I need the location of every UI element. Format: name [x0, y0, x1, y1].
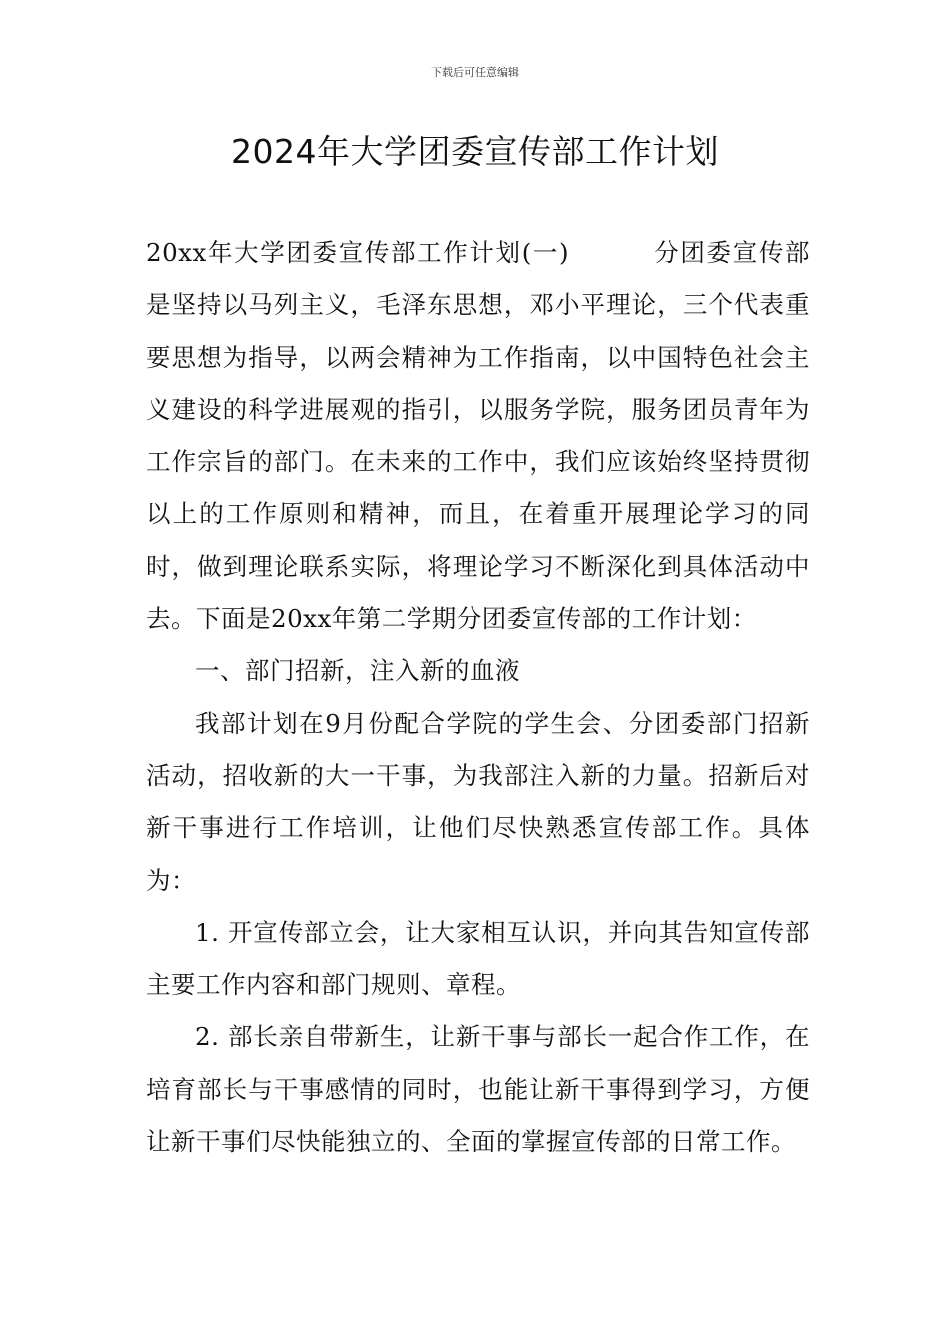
list-item-1: 1. 开宣传部立会，让大家相互认识，并向其告知宣传部主要工作内容和部门规则、章程。: [146, 917, 810, 1000]
document-title: 2024年大学团委宣传部工作计划: [231, 132, 719, 171]
header-note: 下载后可任意编辑: [431, 66, 519, 79]
section-heading: 一、部门招新，注入新的血液: [195, 656, 520, 686]
document-body: [146, 227, 810, 1168]
list-item-2: 2. 部长亲自带新生，让新干事与部长一起合作工作，在培育部长与干事感情的同时，也能让新干事得到学习，方便让新干事们尽快能独立的、全面的掌握宣传部的日常工作。: [146, 1022, 810, 1157]
intro-subtitle: 20xx年大学团委宣传部工作计划(一): [146, 238, 570, 267]
intro-paragraph: [146, 227, 810, 645]
section-paragraph: 我部计划在9月份配合学院的学生会、分团委部门招新活动，招收新的大一干事，为我部注入新的力量。招新后对新干事进行工作培训，让他们尽快熟悉宣传部工作。具体为：: [146, 708, 810, 895]
intro-text: 分团委宣传部是坚持以马列主义，毛泽东思想，邓小平理论，三个代表重要思想为指导，以两会精神为工作指南，以中国特色社会主义建设的科学进展观的指引，以服务学院，服务团员青年为工作宗旨的部门。在未来的工作中，我们应该始终坚持贯彻以上的工作原则和精神，而且，在着重开展理论学习的同时，做到理论联系实际，将理论学习不断深化到具体活动中去。下面是20xx年第二学期分团委宣传部的工作计划：: [146, 238, 810, 634]
